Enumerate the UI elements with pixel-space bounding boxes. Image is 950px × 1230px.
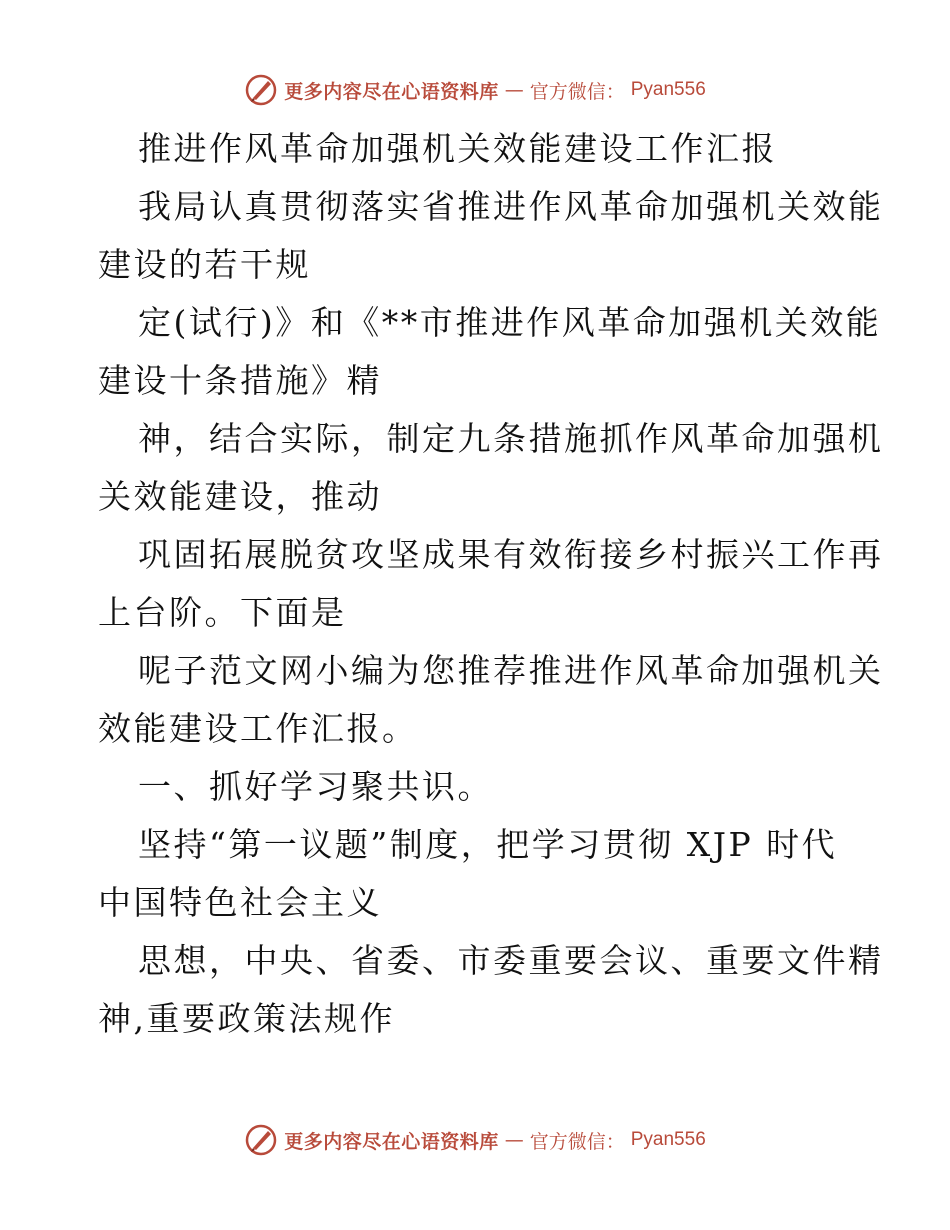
paragraph-line: 中国特色社会主义 [98, 883, 382, 922]
document-body [98, 120, 884, 1048]
paragraph-line: 我局认真贯彻落实省推进作风革命加强机关效能 [138, 187, 884, 226]
watermark-wechat-id: Pyan556 [630, 1129, 706, 1150]
paragraph-line: 神,重要政策法规作 [98, 999, 395, 1038]
watermark-wechat-id: Pyan556 [630, 79, 706, 100]
header-watermark [0, 70, 950, 110]
quill-pen-icon [244, 1123, 278, 1157]
watermark-separator: — [504, 79, 524, 101]
watermark-brand-text: 更多内容尽在心语资料库 [284, 1130, 499, 1153]
paragraph-line: 呢子范文网小编为您推荐推进作风革命加强机关 [138, 651, 884, 690]
watermark-separator: — [504, 1129, 524, 1151]
paragraph-line: 效能建设工作汇报。 [98, 709, 418, 748]
paragraph-line: 定(试行)》和《**市推进作风革命加强机关效能 [138, 303, 882, 342]
document-title: 推进作风革命加强机关效能建设工作汇报 [138, 129, 777, 168]
section-heading: 一、抓好学习聚共识。 [138, 767, 493, 806]
paragraph-line: 巩固拓展脱贫攻坚成果有效衔接乡村振兴工作再 [138, 535, 884, 574]
watermark-wechat-label: 官方微信： [529, 1130, 625, 1153]
footer-watermark [0, 1120, 950, 1160]
paragraph-line: 上台阶。下面是 [98, 593, 347, 632]
paragraph-line: 建设的若干规 [98, 245, 311, 284]
paragraph-line: 关效能建设，推动 [98, 477, 382, 516]
quill-pen-icon [244, 73, 278, 107]
watermark-brand-text: 更多内容尽在心语资料库 [284, 80, 499, 103]
watermark-wechat-label: 官方微信： [529, 80, 625, 103]
paragraph-line: 神，结合实际，制定九条措施抓作风革命加强机 [138, 419, 884, 458]
paragraph-line: 思想，中央、省委、市委重要会议、重要文件精 [138, 941, 884, 980]
paragraph-line: 建设十条措施》精 [98, 361, 382, 400]
paragraph-line: 坚持“第一议题”制度，把学习贯彻 XJP 时代 [138, 825, 838, 864]
